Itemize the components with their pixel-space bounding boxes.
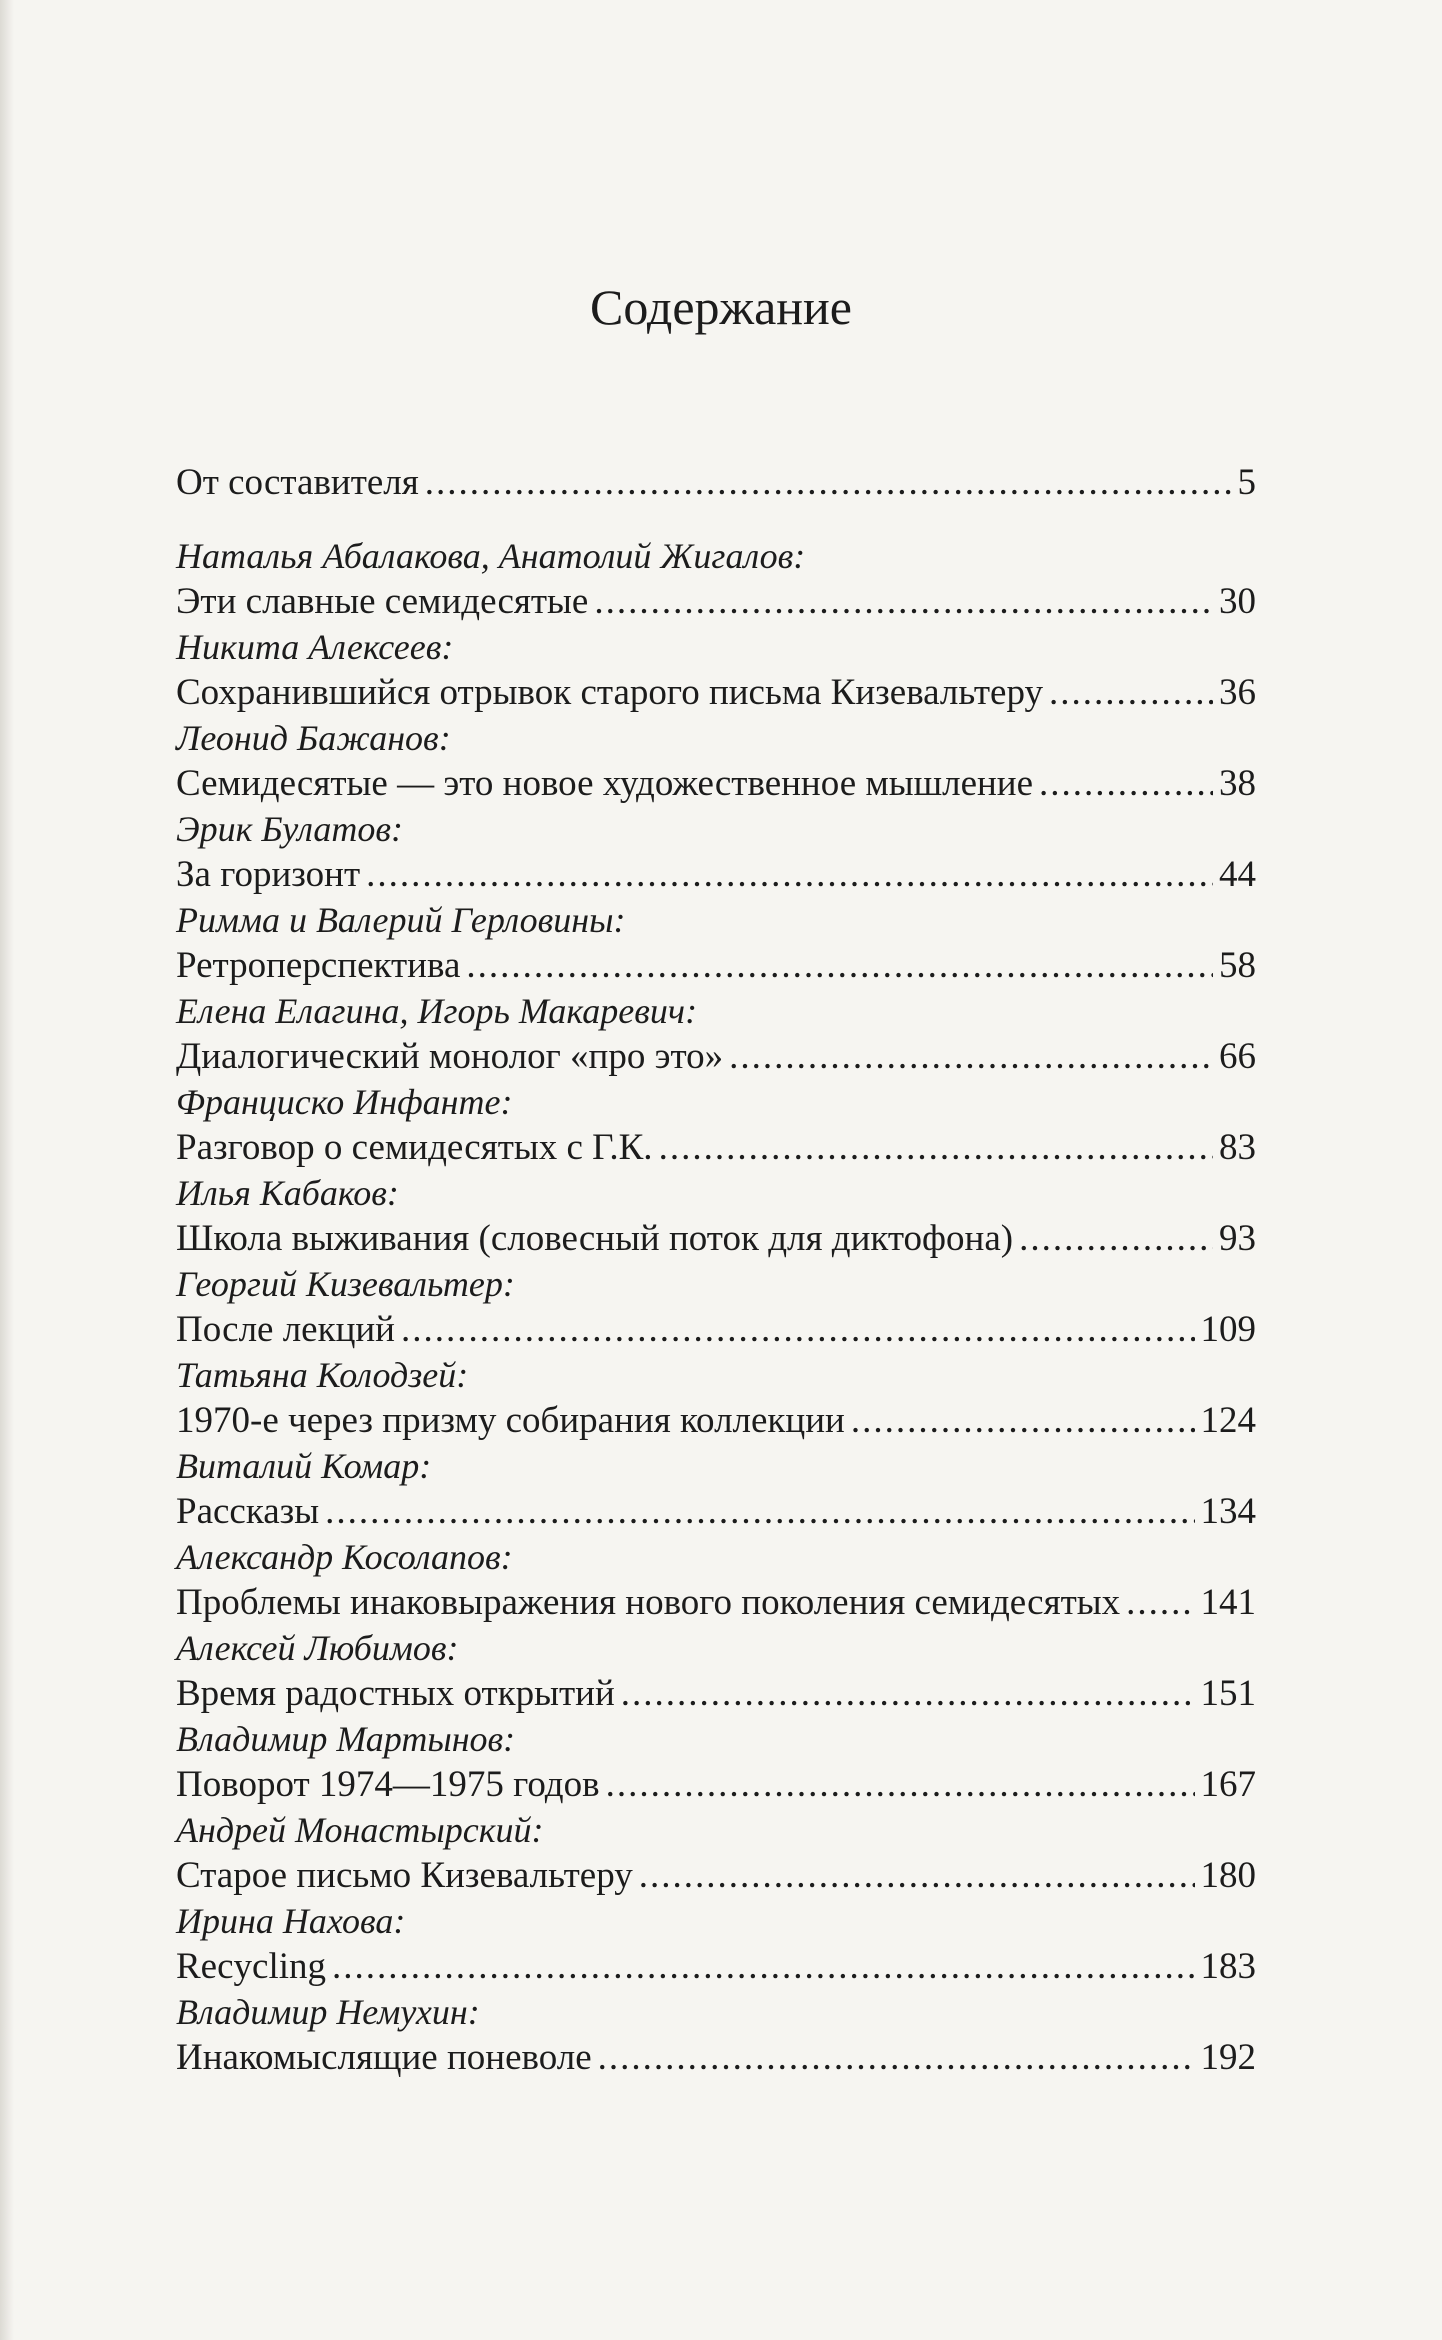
toc-entry[interactable] bbox=[176, 991, 1256, 1082]
toc-author: Римма и Валерий Герловины: bbox=[176, 900, 626, 940]
toc-title-row bbox=[176, 1214, 1256, 1264]
toc-title: Диалогический монолог «про это» bbox=[176, 1036, 724, 1077]
toc-title: За горизонт bbox=[176, 854, 361, 895]
toc-author: Елена Елагина, Игорь Макаревич: bbox=[176, 991, 698, 1031]
toc-entry[interactable] bbox=[176, 1628, 1256, 1719]
toc-entry[interactable] bbox=[176, 1719, 1256, 1810]
toc-title-row bbox=[176, 1851, 1256, 1901]
toc-title: Школа выживания (словесный поток для диктофона) bbox=[176, 1218, 1014, 1259]
toc-title-row bbox=[176, 1669, 1256, 1719]
toc-title-row bbox=[176, 1123, 1256, 1173]
toc-author: Георгий Кизевальтер: bbox=[176, 1264, 515, 1304]
toc-page-number: 38 bbox=[1219, 763, 1256, 804]
toc-page-number: 192 bbox=[1200, 2037, 1256, 2078]
toc-entry[interactable] bbox=[176, 1355, 1256, 1446]
toc-title: Проблемы инаковыражения нового поколения семидесятых bbox=[176, 1582, 1121, 1623]
toc-title-row bbox=[176, 458, 1256, 508]
dot-leader bbox=[425, 458, 1232, 508]
dot-leader bbox=[401, 1305, 1195, 1355]
toc-page-number: 66 bbox=[1219, 1036, 1256, 1077]
toc-page-number: 180 bbox=[1200, 1855, 1256, 1896]
toc-title-row bbox=[176, 577, 1256, 627]
toc-title-row bbox=[176, 1578, 1256, 1628]
dot-leader bbox=[1126, 1578, 1194, 1628]
toc-author: Ирина Нахова: bbox=[176, 1901, 406, 1941]
page-title: Содержание bbox=[590, 279, 852, 335]
table-of-contents bbox=[176, 458, 1256, 2083]
toc-page-number: 141 bbox=[1200, 1582, 1256, 1623]
toc-title-row bbox=[176, 1305, 1256, 1355]
toc-entry[interactable] bbox=[176, 1446, 1256, 1537]
toc-page-number: 5 bbox=[1237, 462, 1256, 503]
dot-leader bbox=[621, 1669, 1195, 1719]
toc-title: Старое письмо Кизевальтеру bbox=[176, 1855, 633, 1896]
toc-entry[interactable] bbox=[176, 809, 1256, 900]
toc-page-number: 58 bbox=[1219, 945, 1256, 986]
toc-page-number: 44 bbox=[1219, 854, 1256, 895]
toc-author: Наталья Абалакова, Анатолий Жигалов: bbox=[176, 536, 806, 576]
dot-leader bbox=[1019, 1214, 1213, 1264]
dot-leader bbox=[659, 1123, 1213, 1173]
toc-title-row bbox=[176, 1487, 1256, 1537]
dot-leader bbox=[1049, 668, 1213, 718]
toc-title: Эти славные семидесятые bbox=[176, 581, 589, 622]
toc-entry[interactable] bbox=[176, 1810, 1256, 1901]
toc-title: Рассказы bbox=[176, 1491, 320, 1532]
dot-leader bbox=[729, 1032, 1213, 1082]
toc-title-row bbox=[176, 850, 1256, 900]
toc-title: Ретроперспектива bbox=[176, 945, 461, 986]
toc-entry[interactable] bbox=[176, 458, 1256, 508]
toc-title: Сохранившийся отрывок старого письма Кизевальтеру bbox=[176, 672, 1043, 713]
toc-entry[interactable] bbox=[176, 1901, 1256, 1992]
toc-title: Время радостных открытий bbox=[176, 1673, 615, 1714]
dot-leader bbox=[598, 2033, 1195, 2083]
toc-page-number: 36 bbox=[1219, 672, 1256, 713]
toc-page-number: 151 bbox=[1200, 1673, 1256, 1714]
toc-entry[interactable] bbox=[176, 627, 1256, 718]
toc-entry[interactable] bbox=[176, 1173, 1256, 1264]
dot-leader bbox=[332, 1942, 1194, 1992]
toc-title: Семидесятые — это новое художественное мышление bbox=[176, 763, 1034, 804]
toc-title-row bbox=[176, 668, 1256, 718]
dot-leader bbox=[594, 577, 1213, 627]
toc-entry[interactable] bbox=[176, 718, 1256, 809]
page-binding-edge bbox=[0, 0, 14, 2340]
dot-leader bbox=[639, 1851, 1195, 1901]
toc-entry[interactable] bbox=[176, 1082, 1256, 1173]
toc-author: Владимир Немухин: bbox=[176, 1992, 480, 2032]
toc-entry[interactable] bbox=[176, 900, 1256, 991]
toc-title-row bbox=[176, 1942, 1256, 1992]
toc-title: От составителя bbox=[176, 462, 419, 503]
toc-title-row bbox=[176, 759, 1256, 809]
toc-page-number: 93 bbox=[1219, 1218, 1256, 1259]
toc-entry[interactable] bbox=[176, 1992, 1256, 2083]
dot-leader bbox=[606, 1760, 1195, 1810]
toc-author: Эрик Булатов: bbox=[176, 809, 403, 849]
toc-page-number: 134 bbox=[1200, 1491, 1256, 1532]
dot-leader bbox=[325, 1487, 1194, 1537]
toc-author: Илья Кабаков: bbox=[176, 1173, 399, 1213]
toc-title-row bbox=[176, 2033, 1256, 2083]
toc-title-row bbox=[176, 941, 1256, 991]
toc-page-number: 167 bbox=[1200, 1764, 1256, 1805]
toc-title: Разговор о семидесятых с Г.К. bbox=[176, 1127, 653, 1168]
toc-author: Виталий Комар: bbox=[176, 1446, 432, 1486]
toc-title-row bbox=[176, 1396, 1256, 1446]
toc-author: Андрей Монастырский: bbox=[176, 1810, 544, 1850]
dot-leader bbox=[851, 1396, 1195, 1446]
toc-title: Поворот 1974—1975 годов bbox=[176, 1764, 600, 1805]
toc-author: Никита Алексеев: bbox=[176, 627, 454, 667]
dot-leader bbox=[466, 941, 1213, 991]
toc-title-row bbox=[176, 1760, 1256, 1810]
toc-title: Инакомыслящие поневоле bbox=[176, 2037, 592, 2078]
toc-entry[interactable] bbox=[176, 536, 1256, 627]
toc-title: После лекций bbox=[176, 1309, 395, 1350]
toc-title-row bbox=[176, 1032, 1256, 1082]
dot-leader bbox=[366, 850, 1213, 900]
toc-page-number: 30 bbox=[1219, 581, 1256, 622]
toc-author: Леонид Бажанов: bbox=[176, 718, 451, 758]
dot-leader bbox=[1039, 759, 1213, 809]
toc-page-number: 183 bbox=[1200, 1946, 1256, 1987]
toc-page-number: 124 bbox=[1200, 1400, 1256, 1441]
toc-page-number: 83 bbox=[1219, 1127, 1256, 1168]
toc-author: Франциско Инфанте: bbox=[176, 1082, 513, 1122]
toc-entry[interactable] bbox=[176, 1537, 1256, 1628]
toc-title: 1970-е через призму собирания коллекции bbox=[176, 1400, 845, 1441]
toc-page-number: 109 bbox=[1200, 1309, 1256, 1350]
toc-entry[interactable] bbox=[176, 1264, 1256, 1355]
toc-title: Recycling bbox=[176, 1946, 327, 1987]
toc-author: Владимир Мартынов: bbox=[176, 1719, 516, 1759]
toc-author: Татьяна Колодзей: bbox=[176, 1355, 469, 1395]
toc-author: Алексей Любимов: bbox=[176, 1628, 459, 1668]
toc-author: Александр Косолапов: bbox=[176, 1537, 513, 1577]
